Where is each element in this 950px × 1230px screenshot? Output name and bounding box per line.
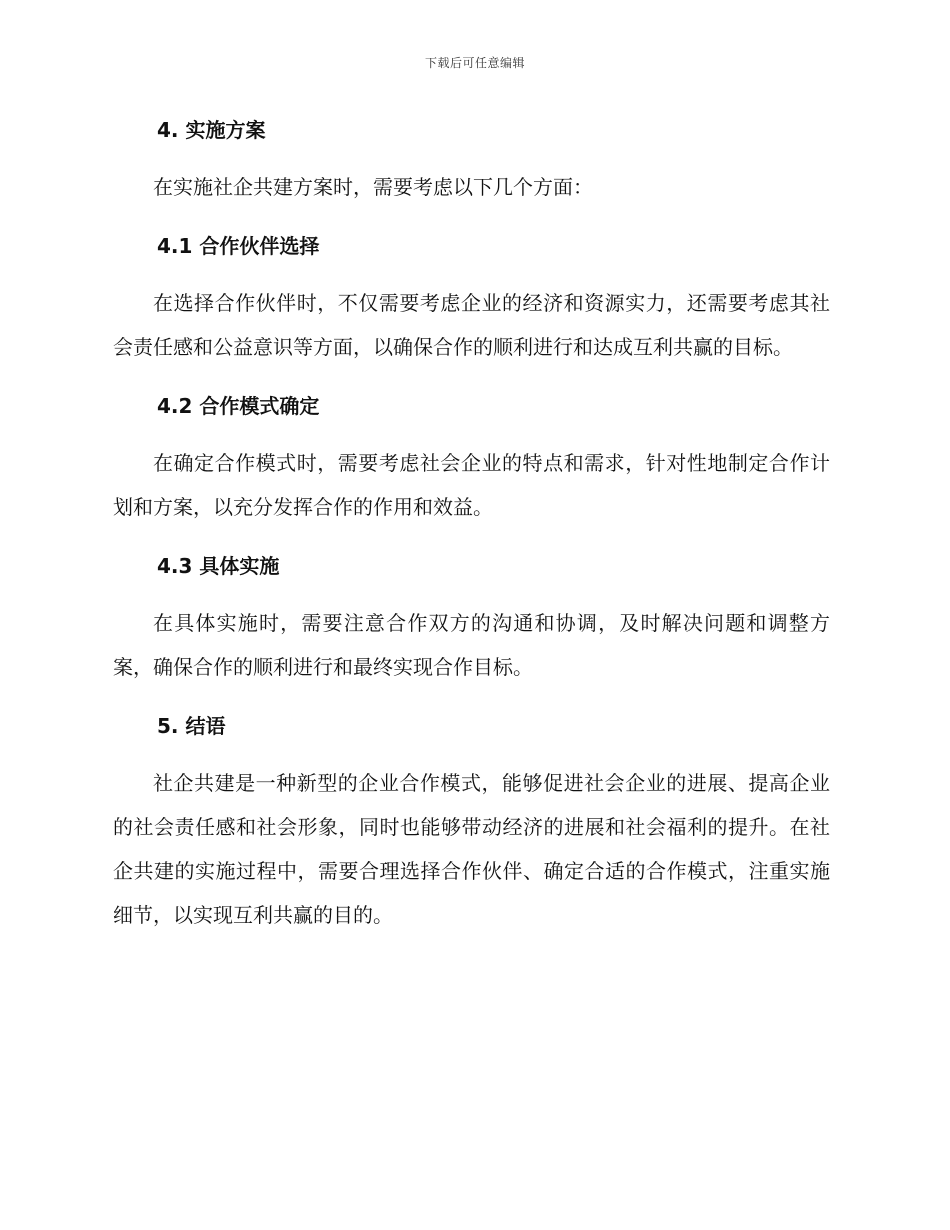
section-heading: 4. 实施方案 [157,118,266,142]
section-paragraph: 在确定合作模式时，需要考虑社会企业的特点和需求，针对性地制定合作计划和方案，以充分发挥合作的作用和效益。 [113,451,830,519]
section-paragraph: 社企共建是一种新型的企业合作模式，能够促进社会企业的进展、提高企业的社会责任感和社会形象，同时也能够带动经济的进展和社会福利的提升。在社企共建的实施过程中，需要合理选择合作伙伴、确定合适的合作模式，注重实施细节，以实现互利共赢的目的。 [113,771,830,927]
section-paragraph: 在具体实施时，需要注意合作双方的沟通和协调，及时解决问题和调整方案，确保合作的顺利进行和最终实现合作目标。 [113,611,830,679]
section-heading: 4.3 具体实施 [157,554,280,578]
section-heading: 4.1 合作伙伴选择 [157,234,320,258]
document-body [113,108,830,937]
section-heading: 4.2 合作模式确定 [157,394,320,418]
section-paragraph: 在实施社企共建方案时，需要考虑以下几个方面： [153,175,593,199]
header-note: 下载后可任意编辑 [424,56,525,70]
section-heading: 5. 结语 [157,714,226,738]
section-paragraph: 在选择合作伙伴时，不仅需要考虑企业的经济和资源实力，还需要考虑其社会责任感和公益意识等方面，以确保合作的顺利进行和达成互利共赢的目标。 [113,291,830,359]
